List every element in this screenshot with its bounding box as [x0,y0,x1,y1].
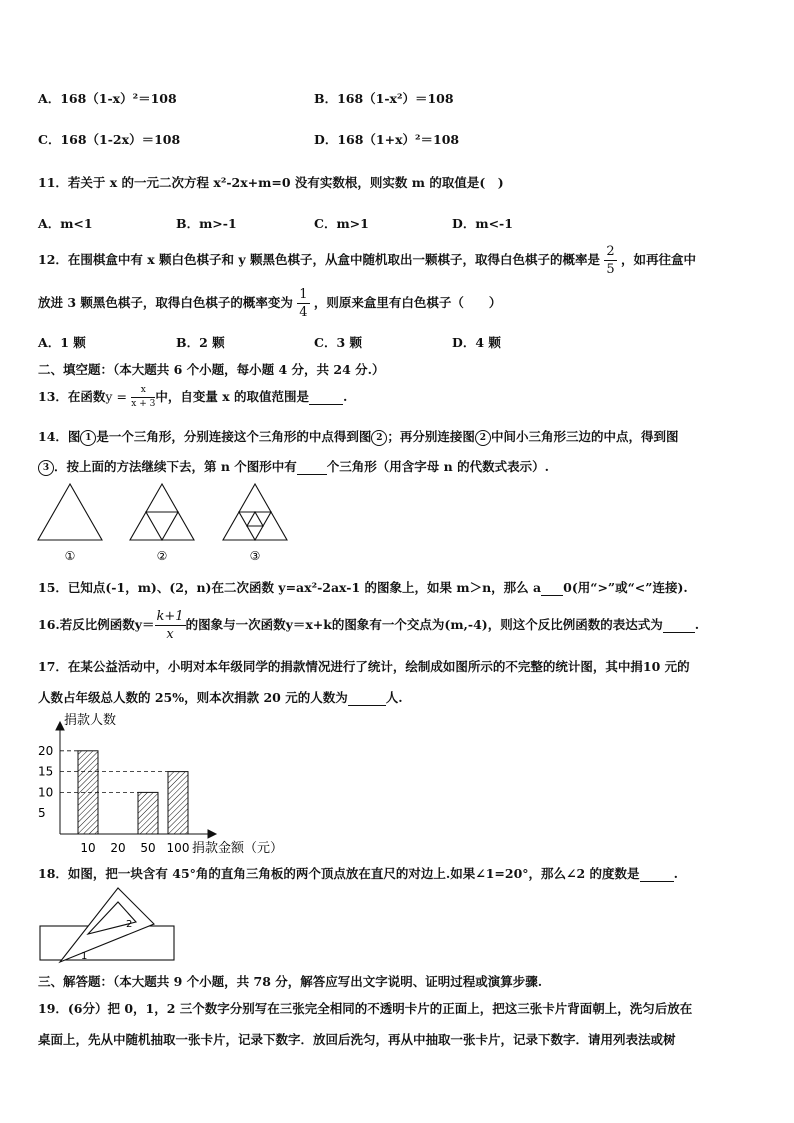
q17-line1: 17．在某公益活动中，小明对本年级同学的捐款情况进行了统计，绘制成如图所示的不完整的统计图，其中捐10 元的 [38,659,690,674]
q10-option-d: D．168（1+x）²＝108 [314,132,460,147]
chart-tick-labels [38,744,189,855]
q13-fraction [131,386,155,409]
q13-answer-blank [309,389,343,405]
y-axis-arrow [56,722,64,730]
y-tick-label: 10 [38,785,54,800]
q14-line1 [38,427,678,446]
bar-10 [78,751,98,834]
triangle-figure-1 [38,484,102,540]
q14-line2 [38,457,549,476]
angle-1-label: 1 [81,951,88,962]
triangle-figure-2 [130,484,194,540]
q12-frac1-num: 2 [606,244,615,259]
q12-text-b: ，如再往盒中 [621,252,697,267]
y-tick-label: 20 [38,743,54,758]
q14-text-f: 个三角形（用含字母 n 的代数式表示）. [326,459,549,474]
q15-text-a: 15．已知点(-1，m)、(2，n)在二次函数 y=ax²-2ax-1 的图象上，如果 m＞n，那么 a [38,580,542,595]
q13-frac-num: x [131,386,155,398]
q13-text-c: . [343,389,348,404]
q16-text-c: . [694,617,700,632]
q12-option-b: B．2 颗 [176,335,225,350]
circled-number-2: 2 [371,430,387,446]
q18-answer-blank [640,866,674,882]
figure-label-1: ① [64,549,76,563]
q13-frac-den: x + 3 [131,399,156,409]
q12-line2 [38,288,501,319]
q14-text-b: 是一个三角形，分别连接这个三角形的中点得到图 [96,429,372,444]
circled-number-3: 3 [38,460,54,476]
q17-line2 [38,688,403,706]
q12-option-d: D．4 颗 [452,335,501,350]
q15-text-b: 0(用“>”或“<”连接). [563,580,688,595]
x-tick-label: 100 [166,841,190,855]
q16-fraction [155,610,186,641]
chart-xlabel: 捐款金额（元） [192,841,284,856]
q12-option-c: C．3 颗 [314,335,362,350]
q13-text [38,386,347,409]
q11-text: 11．若关于 x 的一元二次方程 x²-2x+m=0 没有实数根，则实数 m 的取值是( ) [38,175,504,190]
q16-frac-num: k+1 [156,609,184,624]
circled-number-2b: 2 [475,430,491,446]
q14-text-c: ；再分别连接图 [387,429,475,444]
set-square-outer [60,888,154,962]
q14-triangle-figures [36,480,296,568]
q10-option-c: C．168（1-2x）＝108 [38,132,181,147]
q10-option-b: B．168（1-x²）＝108 [314,91,454,106]
q14-text-a: 14．图 [38,429,81,444]
q16-frac-den: x [166,627,174,642]
q12-fraction-2 [297,288,309,319]
q17-answer-blank [348,690,386,706]
q12-frac2-num: 1 [299,287,308,302]
q18-text-b: . [673,866,678,881]
q18-ruler-triangle-figure [38,884,178,964]
q14-answer-blank [297,459,327,475]
q11-option-c: C．m>1 [314,216,369,231]
q10-option-a: A．168（1-x）²＝108 [38,91,177,106]
q14-text-d: 中间小三角形三边的中点，得到图 [490,429,679,444]
figure-label-2: ② [156,549,168,563]
chart-guide-lines [60,751,168,793]
q11-option-a: A．m<1 [38,216,93,231]
donation-bar-chart [30,706,310,860]
q17-text-a: 人数占年级总人数的 25%，则本次捐款 20 元的人数为 [38,690,348,705]
section-2-heading: 二、填空题：（本大题共 6 个小题，每小题 4 分，共 24 分.） [38,362,385,377]
bar-100 [168,772,188,834]
q16-answer-blank [663,617,695,633]
y-tick-label: 15 [38,764,54,779]
q16-text-a: 16.若反比例函数y＝ [38,617,155,632]
q12-fraction-1 [604,245,616,276]
q12-text-c: 放进 3 颗黑色棋子，取得白色棋子的概率变为 [38,295,293,310]
section-3-heading: 三、解答题：（本大题共 9 个小题，共 78 分，解答应写出文字说明、证明过程或演算步骤. [38,974,543,989]
x-axis-arrow [208,830,216,838]
x-tick-label: 20 [110,841,126,855]
q17-text-b: 人. [385,690,403,705]
q13-text-b: 中，自变量 x 的取值范围是 [155,389,310,404]
q12-text-d: ，则原来盒里有白色棋子（ ） [313,295,502,310]
q16-text [38,610,699,641]
angle-2-label: 2 [126,919,133,930]
q19-line2: 桌面上，先从中随机抽取一张卡片，记录下数字．放回后洗匀，再从中抽取一张卡片，记录下数字．请用列表法或树 [38,1032,676,1047]
q11-option-b: B．m>-1 [176,216,237,231]
q16-text-b: 的图象与一次函数y＝x+k的图象有一个交点为(m,-4)，则这个反比例函数的表达式为 [185,617,663,632]
q13-func: y = [105,389,127,404]
q15-answer-blank [541,580,563,596]
q18-text-a: 18．如图，把一块含有 45°角的直角三角板的两个顶点放在直尺的对边上.如果∠1=20°，那么∠2 的度数是 [38,866,640,881]
q12-text-a: 12．在围棋盒中有 x 颗白色棋子和 y 颗黑色棋子，从盒中随机取出一颗棋子，取得白色棋子的概率是 [38,252,601,267]
triangle-figure-3 [223,484,287,540]
figure-label-3: ③ [249,549,261,563]
y-tick-label: 5 [38,806,46,821]
q12-frac1-den: 5 [606,262,615,277]
q12-frac2-den: 4 [299,305,308,320]
chart-ylabel: 捐款人数 [64,713,117,728]
x-tick-label: 10 [80,841,96,855]
q13-text-a: 13．在函数 [38,389,106,404]
circled-number-1: 1 [80,430,96,446]
q19-line1: 19．(6分）把 0，1，2 三个数字分别写在三张完全相同的不透明卡片的正面上，把这三张卡片背面朝上，洗匀后放在 [38,1001,693,1016]
q11-option-d: D．m<-1 [452,216,513,231]
q12-option-a: A．1 颗 [38,335,86,350]
bar-50 [138,792,158,834]
q15-text [38,578,688,596]
q12-line1 [38,245,696,276]
q14-text-e: ．按上面的方法继续下去，第 n 个图形中有 [54,459,297,474]
x-tick-label: 50 [140,841,156,855]
q18-text [38,864,678,882]
